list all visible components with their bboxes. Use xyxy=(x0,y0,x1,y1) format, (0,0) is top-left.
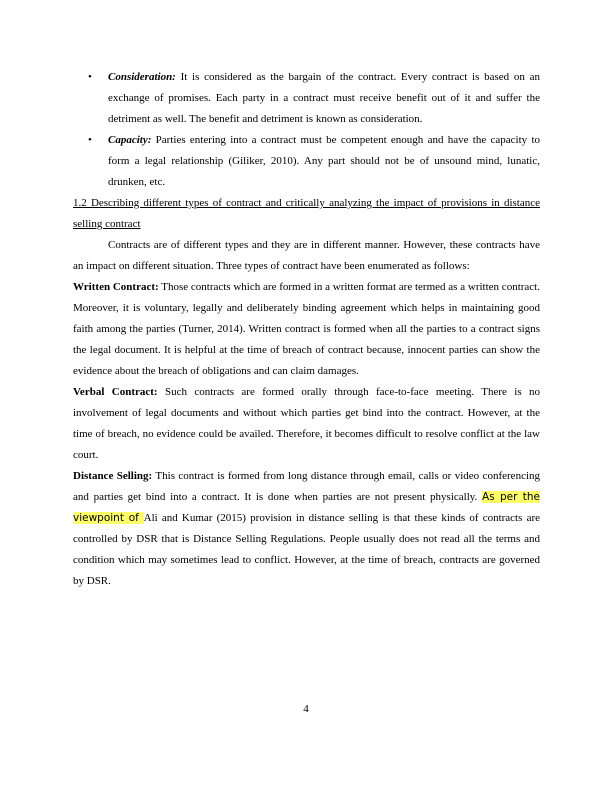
distance-selling-paragraph xyxy=(73,466,540,592)
list-item-capacity xyxy=(73,130,540,193)
consideration-text: It is considered as the bargain of the contract. Every contract is based on an exchange of promises. Each party in a contract must receive benefit out of it and suffer the detriment as well. The benefit and detriment is known as consideration. xyxy=(108,71,540,125)
verbal-contract-text: Such contracts are formed orally through face-to-face meeting. There is no involvement of legal documents and without which parties get bind into the contract. However, at the time of breach, no evidence could be availed. Therefore, it becomes difficult to resolve conflict at the law court. xyxy=(73,386,540,461)
distance-selling-text-before: This contract is formed from long distance through email, calls or video conferencing and parties get bind into a contract. It is done when parties are not present physically. xyxy=(73,470,541,503)
elements-list xyxy=(73,67,540,193)
intro-paragraph: Contracts are of different types and they are in different manner. However, these contracts have an impact on different situation. Three types of contract have been enumerated as follows: xyxy=(73,239,540,272)
term-written-contract: Written Contract: xyxy=(73,281,159,293)
written-contract-paragraph xyxy=(73,277,540,382)
written-contract-text: Those contracts which are formed in a written format are termed as a written contract. Moreover, it is voluntary, legally and deliberately binding agreement which helps in maintaining good faith among the parties (Turner, 2014). Written contract is formed when all the parties to a contract signs the legal document. It is helpful at the time of breach of contract because, innocent parties can show the evidence about the breach of obligations and can claim damages. xyxy=(73,281,540,377)
page-number: 4 xyxy=(303,703,309,715)
bullet-icon: • xyxy=(88,134,92,146)
term-verbal-contract: Verbal Contract: xyxy=(73,386,158,398)
term-capacity: Capacity: xyxy=(108,134,152,146)
verbal-contract-paragraph xyxy=(73,382,540,466)
section-heading: 1.2 Describing different types of contract and critically analyzing the impact of provisions in distance selling contract xyxy=(73,197,540,230)
capacity-text: Parties entering into a contract must be competent enough and have the capacity to form a legal relationship (Giliker, 2010). Any part should not be of unsound mind, lunatic, drunken, etc. xyxy=(108,134,540,188)
highlighted-phrase: As per the viewpoint of xyxy=(73,491,540,524)
distance-selling-text-after: Ali and Kumar (2015) provision in distance selling is that these kinds of contracts are controlled by DSR that is Distance Selling Regulations. People usually does not read all the terms and condition which may sometimes lead to conflict. However, at the time of breach, contracts are governed by DSR. xyxy=(73,512,540,587)
document-body xyxy=(73,67,540,592)
list-item-consideration xyxy=(73,67,540,130)
term-consideration: Consideration: xyxy=(108,71,176,83)
term-distance-selling: Distance Selling: xyxy=(73,470,153,482)
bullet-icon: • xyxy=(88,71,92,83)
